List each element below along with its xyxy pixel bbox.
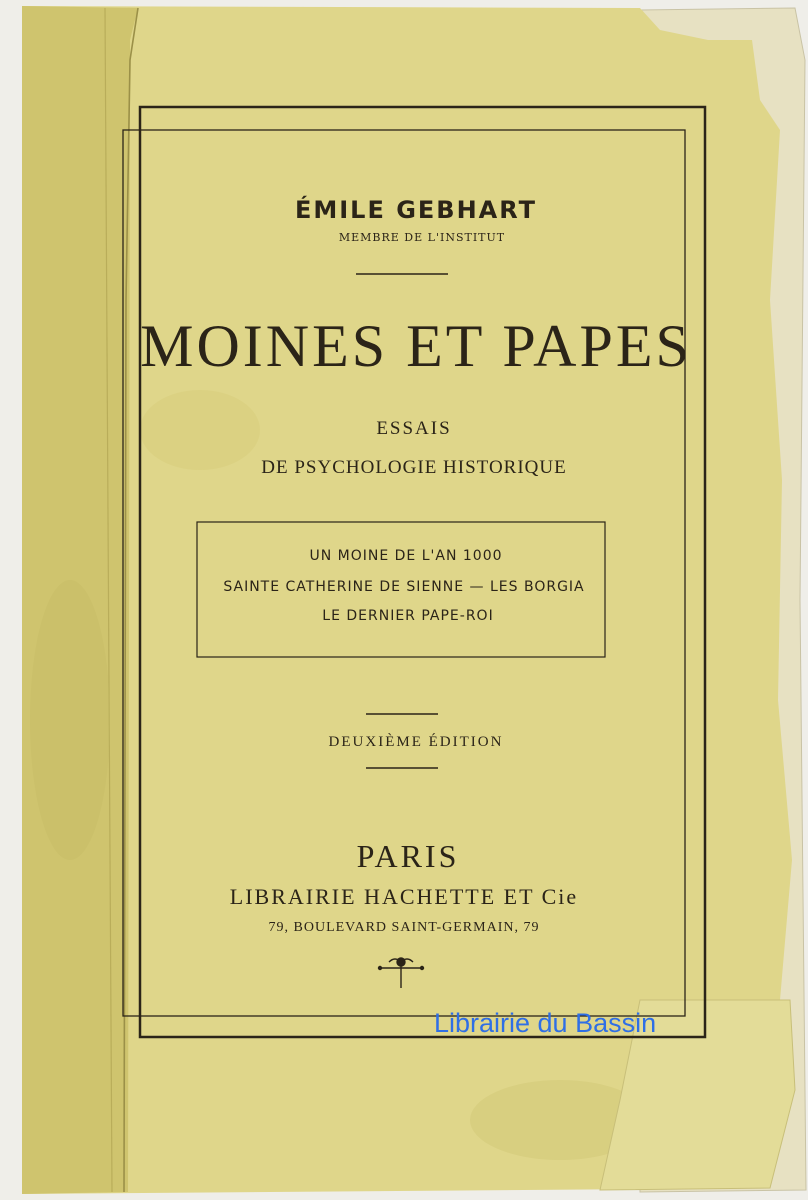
author-name: ÉMILE GEBHART [294, 196, 538, 224]
subtitle-line-2: DE PSYCHOLOGIE HISTORIQUE [261, 457, 567, 478]
seller-watermark: Librairie du Bassin [434, 1008, 657, 1038]
contents-line: UN MOINE DE L'AN 1000 [309, 548, 503, 564]
book-title: MOINES ET PAPES [140, 313, 692, 379]
contents-line: LE DERNIER PAPE-ROI [322, 608, 494, 624]
publisher-city: PARIS [356, 838, 460, 874]
contents-line: SAINTE CATHERINE DE SIENNE — LES BORGIA [223, 579, 585, 595]
publisher-address: 79, BOULEVARD SAINT-GERMAIN, 79 [268, 920, 540, 935]
subtitle-line-1: ESSAIS [376, 418, 452, 439]
edition-label: DEUXIÈME ÉDITION [328, 734, 504, 750]
publisher-name: LIBRAIRIE HACHETTE ET Cie [229, 884, 579, 909]
author-affiliation: MEMBRE DE L'INSTITUT [338, 231, 506, 244]
